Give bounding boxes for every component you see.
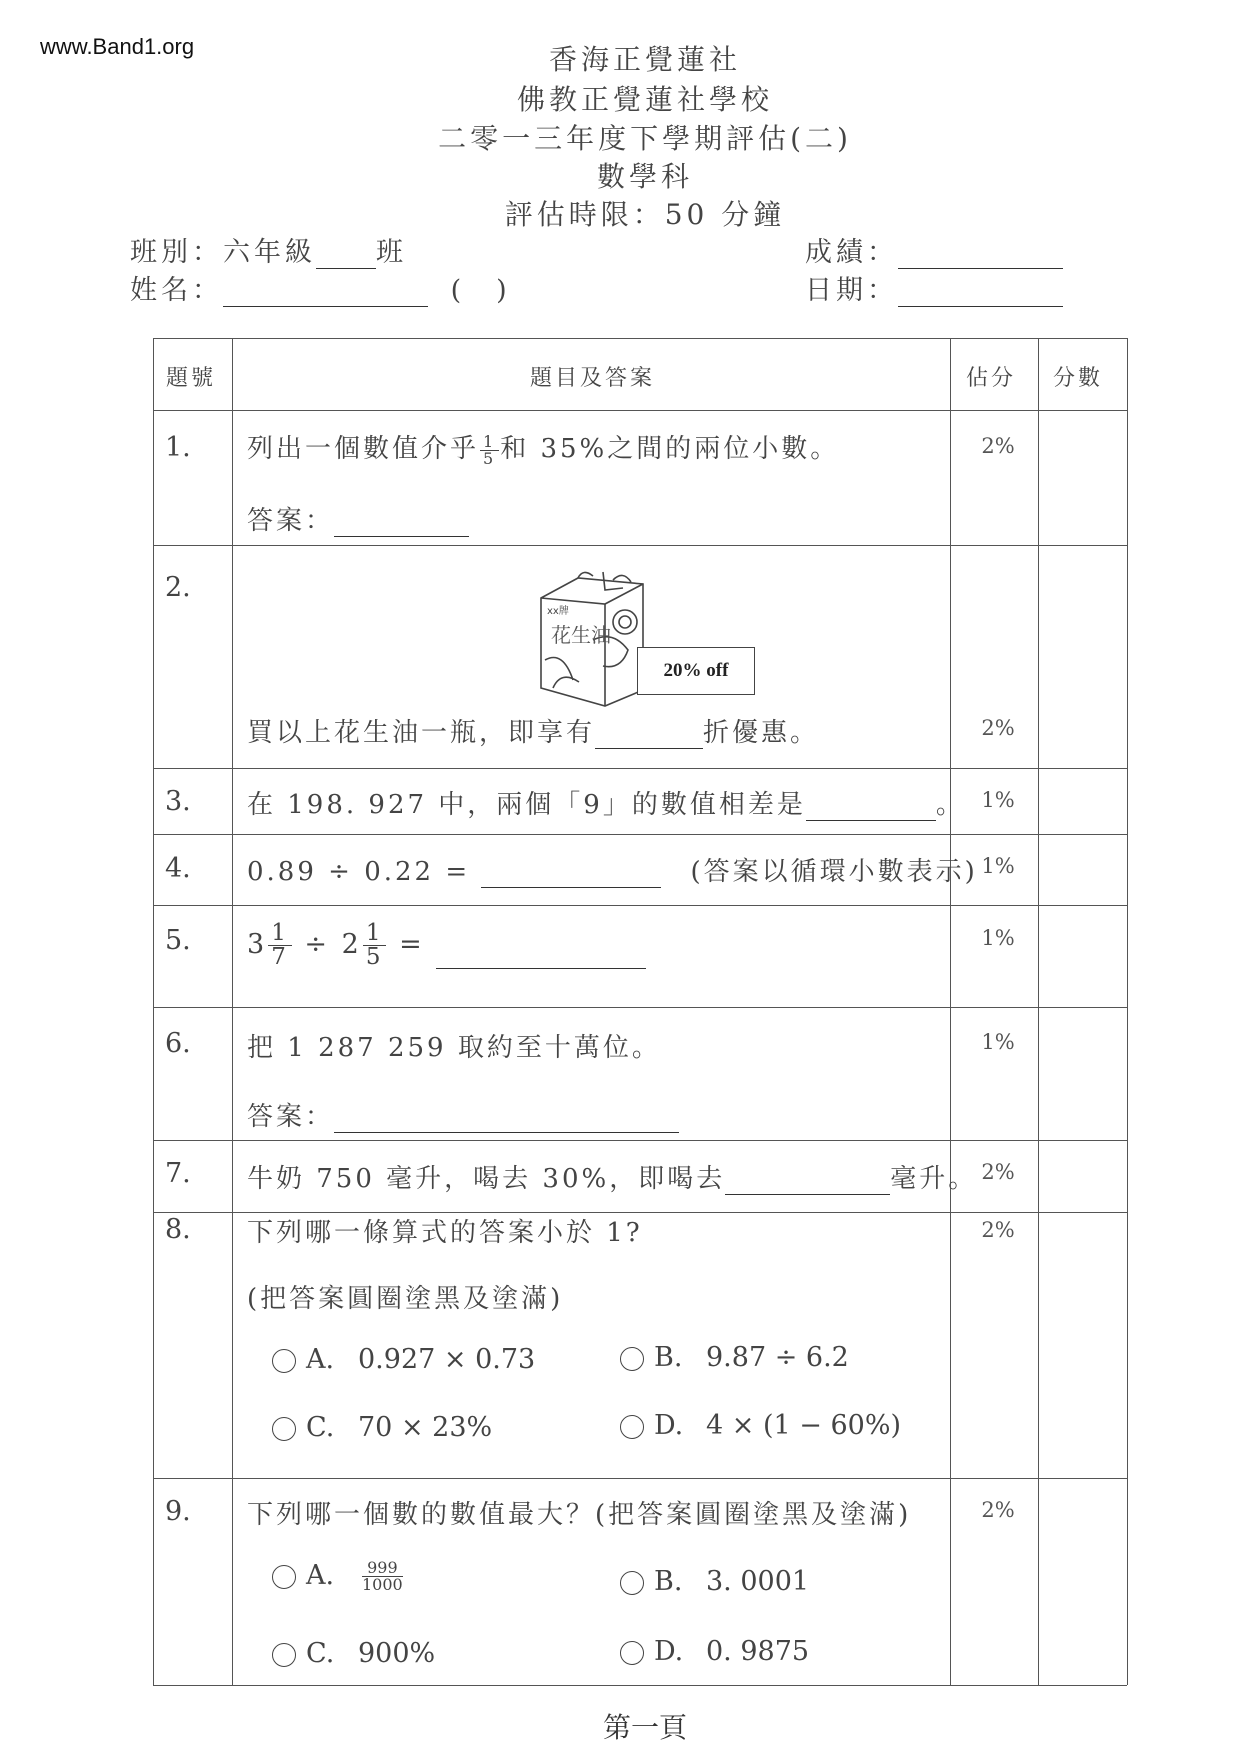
answer-label: 答案：	[247, 1102, 335, 1132]
q7-text-b: 毫升。	[890, 1164, 978, 1194]
answer-blank[interactable]	[806, 794, 936, 821]
answer-label: 答案：	[247, 506, 335, 536]
fraction	[362, 1560, 403, 1593]
question-number: 1.	[165, 432, 191, 463]
q9-option-d[interactable]	[620, 1636, 809, 1667]
header-score: 分數	[1053, 366, 1104, 391]
class-field	[130, 230, 407, 269]
table-rule	[153, 905, 1127, 906]
class-suffix: 班	[376, 237, 407, 268]
table-rule	[153, 1685, 1127, 1686]
q7-text	[247, 1158, 977, 1195]
option-label: A.	[306, 1560, 335, 1591]
q5-expression	[247, 922, 646, 969]
svg-text:xx牌: xx牌	[547, 606, 569, 617]
table-rule	[232, 338, 233, 1685]
score-field	[805, 230, 1063, 269]
option-label: D.	[654, 1410, 684, 1441]
q9-option-a[interactable]	[272, 1560, 404, 1593]
answer-circle[interactable]	[620, 1415, 644, 1439]
answer-circle[interactable]	[272, 1565, 296, 1589]
option-label: D.	[654, 1636, 684, 1667]
option-value: 4 × (1 − 60%)	[706, 1410, 902, 1441]
score-blank[interactable]	[898, 242, 1063, 269]
table-rule	[153, 1478, 1127, 1479]
fraction	[363, 922, 387, 969]
answer-blank[interactable]	[725, 1168, 890, 1195]
table-rule	[153, 834, 1127, 835]
subject: 數學科	[596, 160, 693, 193]
q8-option-b[interactable]	[620, 1342, 849, 1373]
equals-sign: =	[399, 929, 425, 960]
q3-text	[247, 784, 965, 821]
table-rule	[153, 410, 1127, 411]
date-field	[805, 268, 1063, 307]
whole-number: 3	[247, 929, 268, 960]
table-rule	[950, 338, 951, 1685]
q3-text-b: 。	[935, 790, 965, 820]
org-name: 香海正覺蓮社	[548, 43, 741, 76]
answer-blank[interactable]	[436, 942, 646, 969]
table-rule	[153, 545, 1127, 546]
table-rule	[1038, 338, 1039, 1685]
marks: 2%	[981, 1160, 1015, 1184]
exam-title: 二零一三年度下學期評估(二)	[438, 122, 852, 155]
option-label: C.	[306, 1412, 335, 1443]
option-value: 0. 9875	[706, 1636, 810, 1667]
marks: 1%	[981, 788, 1015, 812]
school-name: 佛教正覺蓮社學校	[516, 83, 773, 116]
marks: 2%	[981, 1498, 1015, 1522]
q9-option-c[interactable]	[272, 1638, 435, 1669]
fraction-denominator: 5	[483, 448, 497, 468]
marks: 1%	[981, 1030, 1015, 1054]
q8-note: (把答案圓圈塗黑及塗滿)	[247, 1284, 564, 1314]
q2-text	[247, 712, 819, 749]
marks: 2%	[981, 1218, 1015, 1242]
discount-sticker: 20% off	[637, 647, 755, 695]
q9-option-b[interactable]	[620, 1566, 809, 1597]
watermark-url: www.Band1.org	[40, 34, 195, 59]
answer-blank[interactable]	[481, 861, 661, 888]
fraction-numerator: 999	[362, 1560, 403, 1577]
answer-blank[interactable]	[334, 510, 469, 537]
answer-circle[interactable]	[272, 1349, 296, 1373]
marks: 2%	[981, 434, 1015, 458]
table-rule	[153, 1007, 1127, 1008]
q1-text	[247, 428, 839, 467]
question-number: 6.	[165, 1028, 191, 1059]
fraction-denominator: 7	[271, 944, 289, 970]
name-label: 姓名：	[130, 275, 223, 306]
header-marks: 佔分	[966, 366, 1017, 391]
q1-answer	[247, 500, 469, 537]
q8-text: 下列哪一條算式的答案小於 1?	[247, 1218, 643, 1248]
marks: 1%	[981, 854, 1015, 878]
q3-text-a: 在 198. 927 中，兩個「9」的數值相差是	[247, 790, 806, 820]
svg-text:花生油: 花生油	[551, 623, 611, 647]
option-value: 3. 0001	[706, 1566, 810, 1597]
class-label: 班別：六年級	[130, 237, 316, 268]
q1-text-a: 列出一個數值介乎	[247, 434, 480, 464]
q9-text: 下列哪一個數的數值最大？(把答案圓圈塗黑及塗滿)	[247, 1500, 912, 1530]
option-value: 9.87 ÷ 6.2	[706, 1342, 849, 1373]
time-limit: 評估時限：50 分鐘	[504, 198, 786, 231]
answer-circle[interactable]	[620, 1571, 644, 1595]
fraction-numerator: 1	[480, 434, 499, 451]
q4-text	[247, 851, 978, 888]
option-label: B.	[654, 1342, 683, 1373]
question-number: 2.	[165, 572, 191, 603]
class-blank[interactable]	[316, 242, 376, 269]
fraction-numerator: 1	[363, 922, 387, 946]
option-value: 900%	[358, 1638, 436, 1669]
q8-option-a[interactable]	[272, 1344, 535, 1375]
question-number: 9.	[165, 1496, 191, 1527]
option-label: B.	[654, 1566, 683, 1597]
q4-text-a: 0.89 ÷ 0.22 =	[247, 857, 471, 887]
table-rule	[153, 768, 1127, 769]
header-number: 題號	[166, 366, 217, 391]
q8-option-d[interactable]	[620, 1410, 901, 1441]
question-number: 3.	[165, 786, 191, 817]
score-label: 成績：	[805, 237, 898, 268]
table-rule	[153, 1140, 1127, 1141]
option-label: A.	[306, 1344, 335, 1375]
option-label: C.	[306, 1638, 335, 1669]
answer-circle[interactable]	[620, 1347, 644, 1371]
q1-text-b: 和 35%之間的兩位小數。	[500, 434, 840, 464]
table-rule	[153, 338, 1127, 339]
question-number: 8.	[165, 1214, 191, 1245]
answer-circle[interactable]	[272, 1643, 296, 1667]
q2-text-a: 買以上花生油一瓶，即享有	[247, 718, 596, 748]
option-value: 0.927 × 0.73	[358, 1344, 536, 1375]
fraction-denominator: 1000	[362, 1575, 403, 1594]
q2-text-b: 折優惠。	[703, 718, 820, 748]
answer-circle[interactable]	[272, 1417, 296, 1441]
question-number: 5.	[165, 925, 191, 956]
operator: ÷	[304, 929, 331, 960]
fraction	[480, 431, 499, 468]
q4-text-b: (答案以循環小數表示)	[690, 857, 978, 887]
class-number-paren: ( )	[450, 275, 511, 306]
question-number: 4.	[165, 853, 191, 884]
answer-blank[interactable]	[334, 1106, 679, 1133]
date-blank[interactable]	[898, 280, 1063, 307]
fraction	[268, 922, 292, 969]
marks: 2%	[981, 716, 1015, 740]
fraction-denominator: 5	[365, 944, 384, 970]
page-number: 第一頁	[602, 1711, 687, 1744]
q7-text-a: 牛奶 750 毫升，喝去 30%，即喝去	[247, 1164, 726, 1194]
table-rule	[153, 338, 154, 1685]
whole-number: 2	[341, 929, 362, 960]
name-blank[interactable]	[223, 280, 428, 307]
q8-option-c[interactable]	[272, 1412, 492, 1443]
name-field	[130, 268, 511, 307]
marks: 1%	[981, 926, 1015, 950]
date-label: 日期：	[805, 275, 898, 306]
table-rule	[1127, 338, 1128, 1685]
answer-circle[interactable]	[620, 1641, 644, 1665]
fraction-numerator: 1	[268, 922, 292, 946]
option-value: 70 × 23%	[358, 1412, 493, 1443]
q6-answer	[247, 1096, 679, 1133]
header-question: 題目及答案	[530, 366, 656, 391]
answer-blank[interactable]	[595, 722, 703, 749]
q6-text: 把 1 287 259 取約至十萬位。	[247, 1033, 661, 1063]
question-number: 7.	[165, 1158, 191, 1189]
